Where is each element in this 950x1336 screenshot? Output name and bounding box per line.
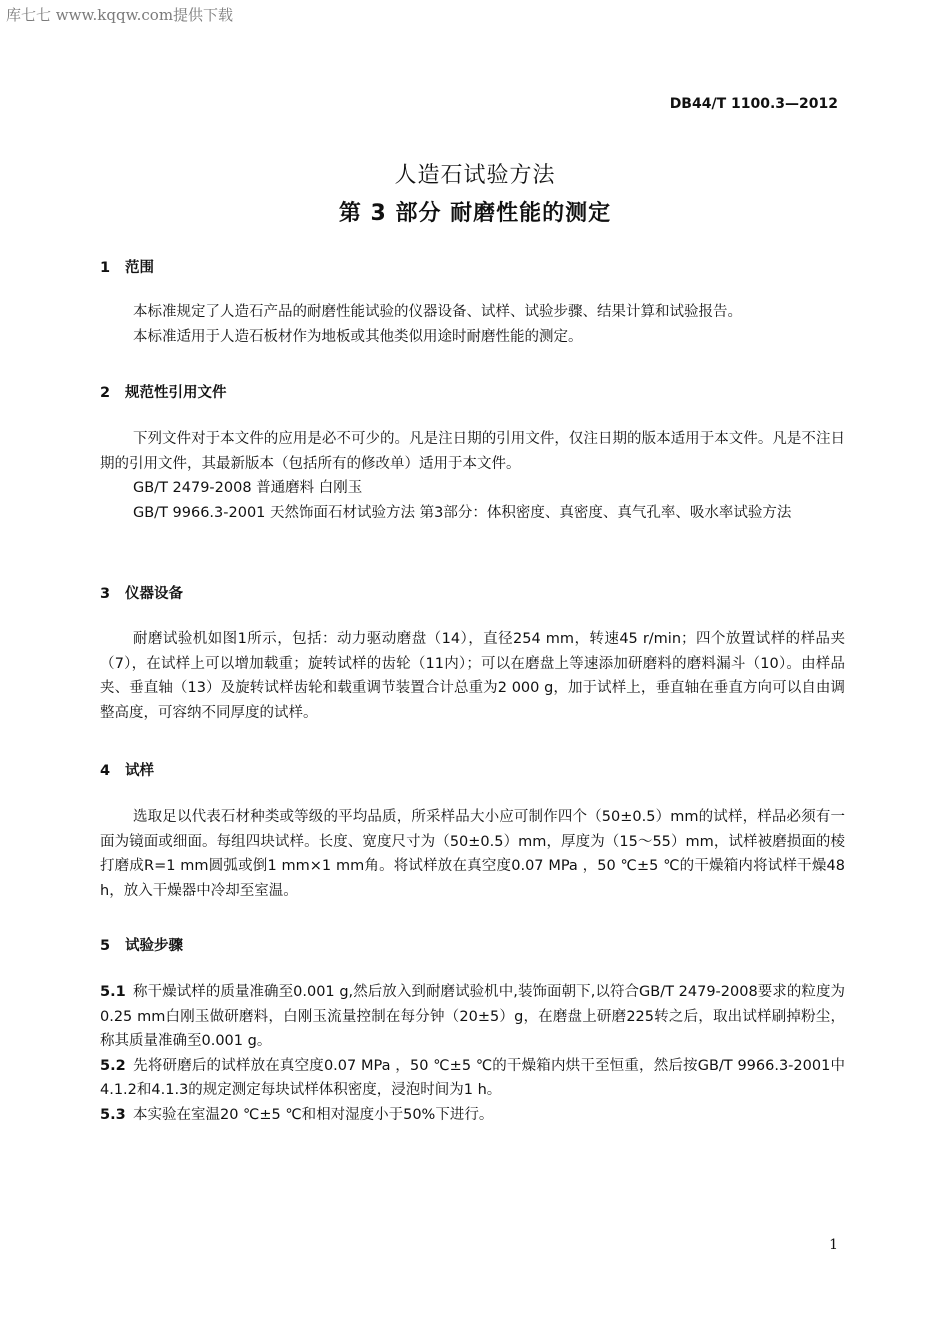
clause — [100, 1103, 845, 1128]
document-title: 人造石试验方法 — [394, 163, 556, 188]
section-body-apparatus — [100, 627, 845, 725]
clause — [100, 980, 845, 1054]
paragraph: 本标准规定了人造石产品的耐磨性能试验的仪器设备、试样、试验步骤、结果计算和试验报告。 — [133, 304, 742, 320]
section-heading-normative-references — [100, 381, 227, 402]
clause-number: 5.2 — [100, 1057, 126, 1074]
section-title: 试样 — [125, 763, 154, 779]
standard-code: DB44/T 1100.3—2012 — [669, 96, 838, 112]
paragraph: 本标准适用于人造石板材作为地板或其他类似用途时耐磨性能的测定。 — [133, 328, 583, 345]
section-body-scope — [100, 300, 845, 349]
section-heading-procedure — [100, 934, 183, 955]
clause-text: 称干燥试样的质量准确至0.001 g,然后放入到耐磨试验机中,装饰面朝下,以符合GB/T 2479-2008要求的粒度为0.25 mm白刚玉做研磨料，白刚玉流量控制在每分钟（20±5）g，在磨盘上研磨225转之后，取出试样刷掉粉尘，称其质量准确至0.001 g。 — [100, 984, 845, 1049]
clause-text: 先将研磨后的试样放在真空度0.07 MPa ，50 ℃±5 ℃的干燥箱内烘干至恒重，然后按GB/T 9966.3-2001中4.1.2和4.1.3的规定测定每块试样体积密度，浸泡时间为1 h。 — [100, 1057, 845, 1098]
section-body-procedure — [100, 980, 845, 1127]
section-number: 2 — [100, 385, 111, 401]
section-number: 5 — [100, 938, 111, 954]
section-heading-specimens — [100, 759, 154, 780]
section-number: 1 — [100, 260, 111, 276]
section-title: 试验步骤 — [125, 938, 183, 954]
section-number: 3 — [100, 586, 111, 602]
section-title: 范围 — [125, 260, 154, 276]
section-body-normative-references — [100, 427, 845, 525]
watermark: 库七七 www.kqqw.com提供下载 — [6, 6, 234, 24]
section-title: 仪器设备 — [125, 586, 183, 602]
clause-text: 本实验在室温20 ℃±5 ℃和相对湿度小于50%下进行。 — [133, 1106, 494, 1123]
clause — [100, 1054, 845, 1103]
document-subtitle: 第 3 部分 耐磨性能的测定 — [338, 201, 612, 226]
section-title: 规范性引用文件 — [125, 385, 227, 401]
reference-item: GB/T 2479-2008 普通磨料 白刚玉 — [133, 480, 363, 496]
clause-number: 5.1 — [100, 984, 126, 1000]
section-heading-scope — [100, 256, 154, 277]
paragraph: 下列文件对于本文件的应用是必不可少的。凡是注日期的引用文件，仅注日期的版本适用于本文件。凡是不注日期的引用文件，其最新版本（包括所有的修改单）适用于本文件。 — [100, 431, 845, 472]
page-number: 1 — [829, 1237, 838, 1253]
section-body-specimens — [100, 805, 845, 903]
section-heading-apparatus — [100, 582, 183, 603]
paragraph: 耐磨试验机如图1所示，包括：动力驱动磨盘（14），直径254 mm，转速45 r/min；四个放置试样的样品夹（7），在试样上可以增加载重；旋转试样的齿轮（11内）；可以在磨盘上等速添加研磨料的磨料漏斗（10）。由样品夹、垂直轴（13）及旋转试样齿轮和载重调节装置合计总重为2 000 g，加于试样上，垂直轴在垂直方向可以自由调整高度，可容纳不同厚度的试样。 — [100, 631, 845, 721]
clause-number: 5.3 — [100, 1106, 126, 1123]
reference-item: GB/T 9966.3-2001 天然饰面石材试验方法 第3部分：体积密度、真密度、真气孔率、吸水率试验方法 — [133, 504, 792, 521]
section-number: 4 — [100, 763, 111, 779]
paragraph: 选取足以代表石材种类或等级的平均品质，所采样品大小应可制作四个（50±0.5）mm的试样，样品必须有一面为镜面或细面。每组四块试样。长度、宽度尺寸为（50±0.5）mm，厚度为（15～55）mm，试样被磨损面的棱打磨成R=1 mm圆弧或倒1 mm×1 mm角。将试样放在真空度0.07 MPa ，50 ℃±5 ℃的干燥箱内将试样干燥48 h，放入干燥器中冷却至室温。 — [100, 809, 845, 899]
